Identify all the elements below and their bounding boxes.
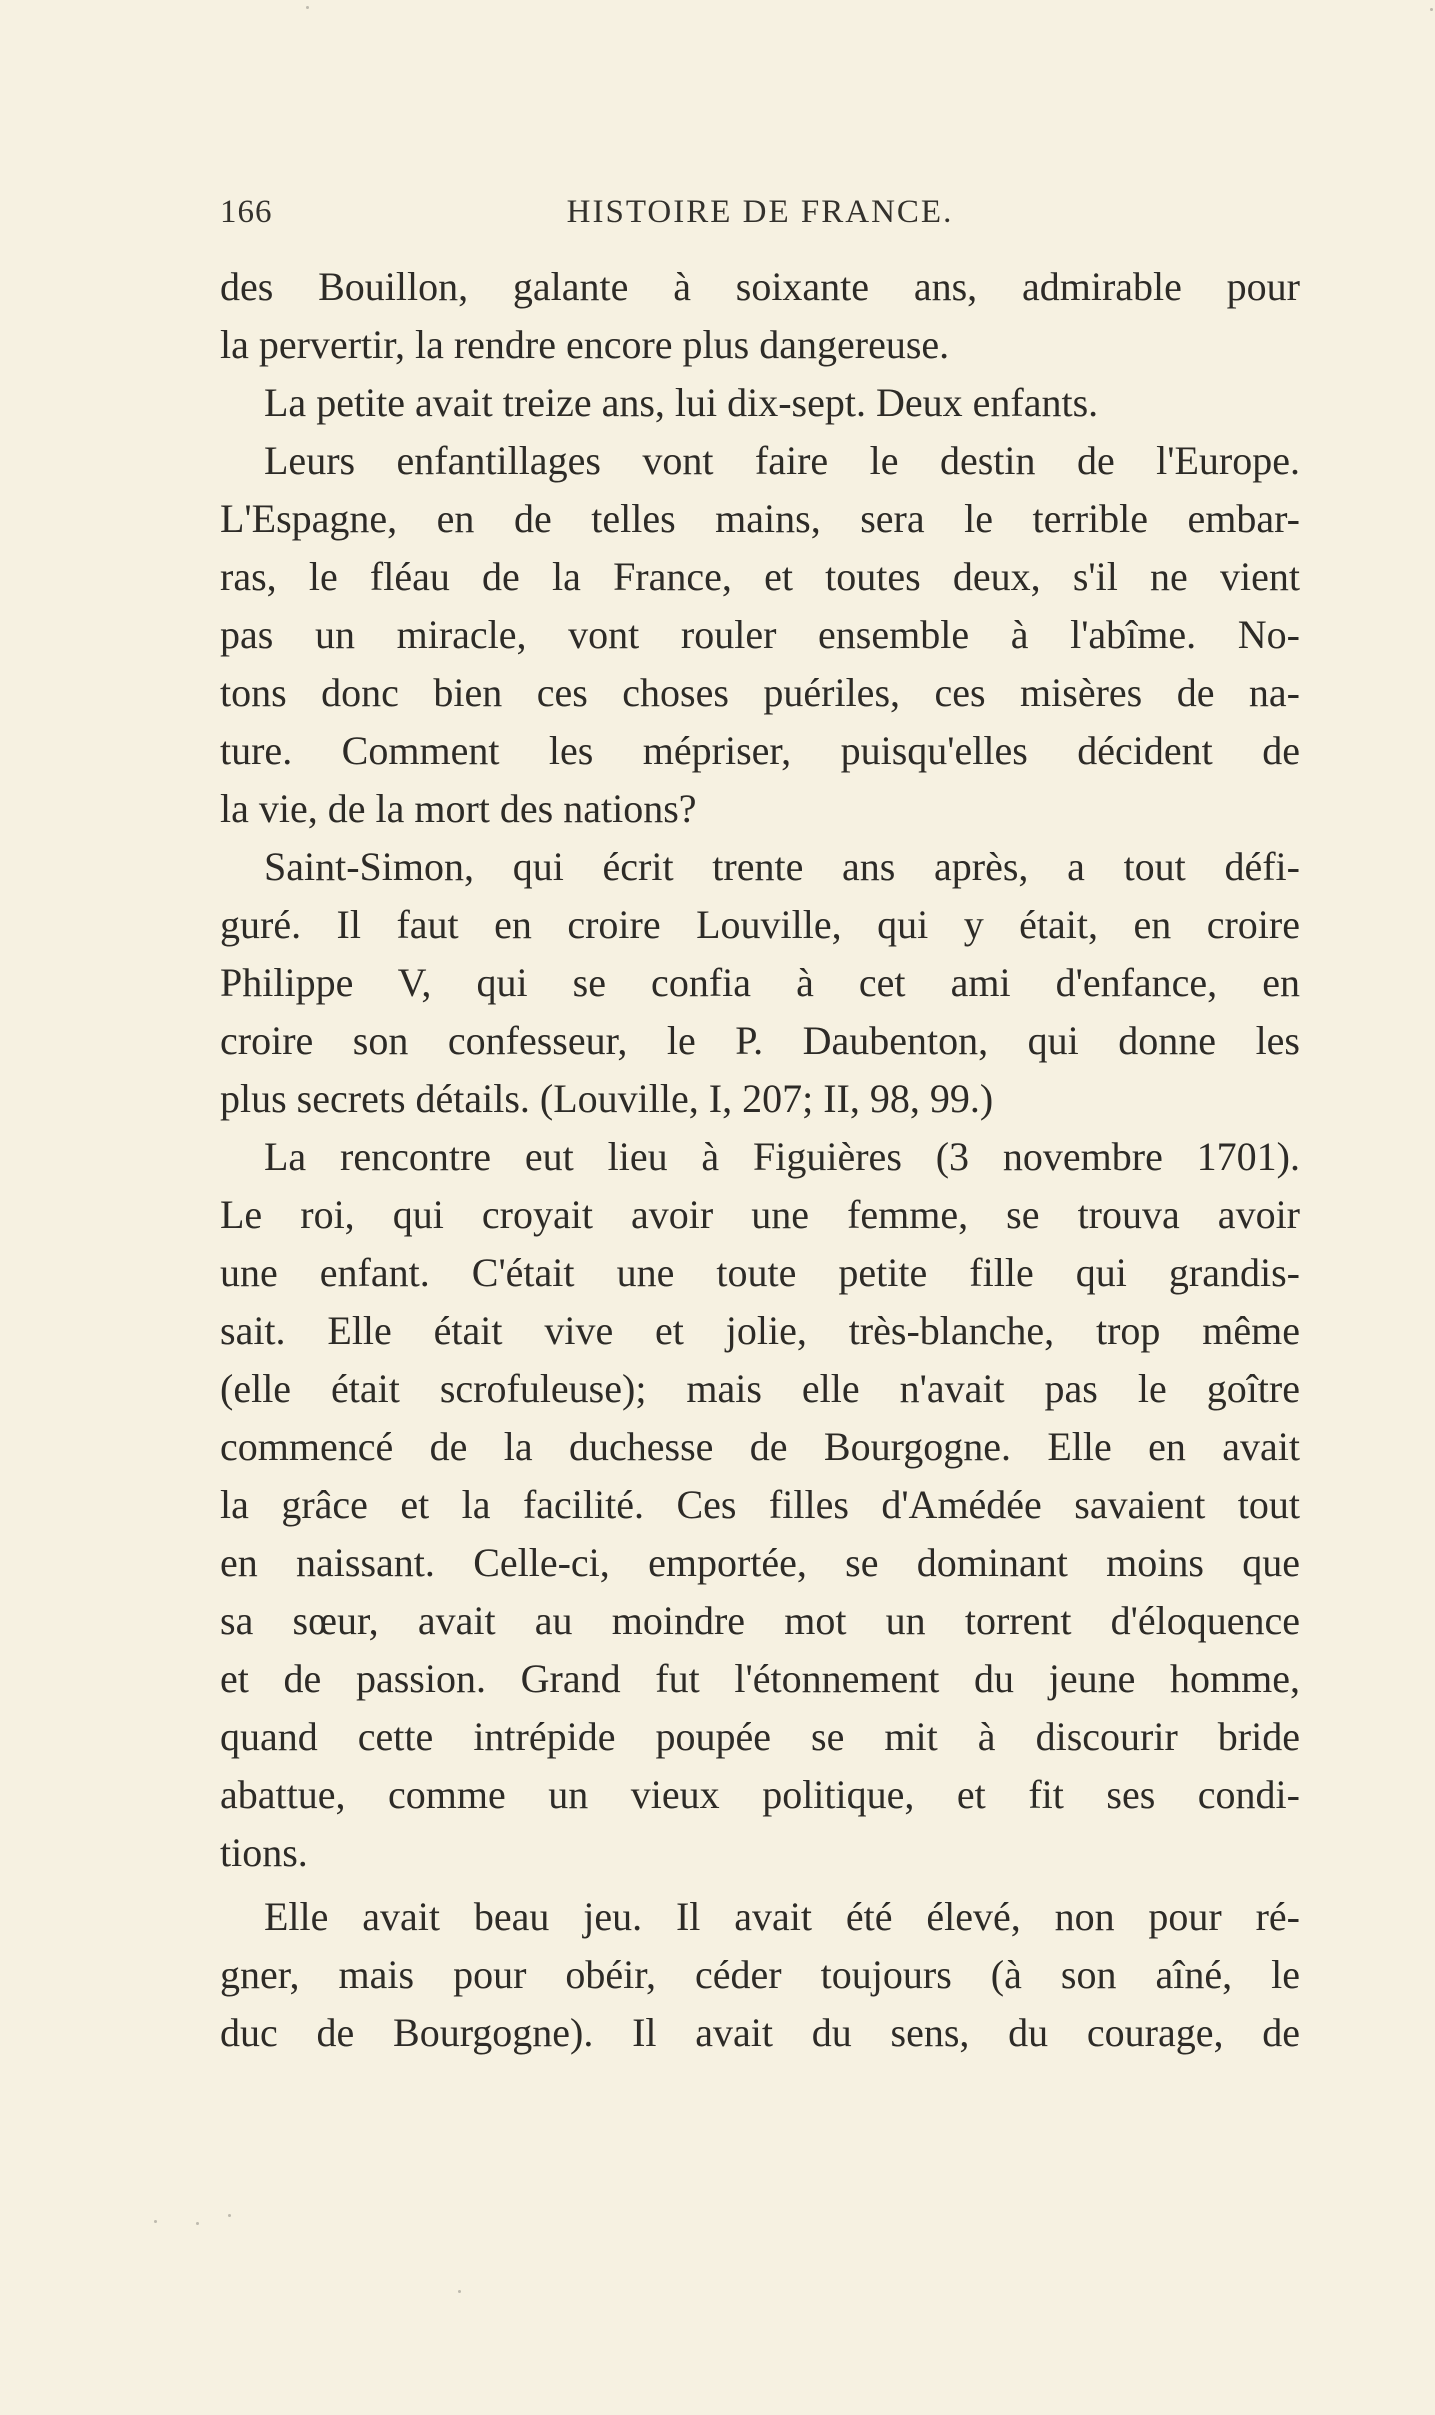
text-line: et de passion. Grand fut l'étonnement du jeune homme, [220, 1656, 1300, 1701]
text-line: abattue, comme un vieux politique, et fit ses condi- [220, 1772, 1300, 1817]
text-line: Elle avait beau jeu. Il avait été élevé, non pour ré- [264, 1894, 1300, 1939]
text-line: quand cette intrépide poupée se mit à discourir bride [220, 1714, 1300, 1759]
paper-speck [228, 2214, 231, 2217]
text-line: Philippe V, qui se confia à cet ami d'enfance, en [220, 960, 1300, 1005]
text-line: la pervertir, la rendre encore plus dangereuse. [220, 322, 950, 367]
text-line: sa sœur, avait au moindre mot un torrent d'éloquence [220, 1598, 1300, 1643]
text-line: Leurs enfantillages vont faire le destin de l'Europe. [264, 438, 1300, 483]
text-line: pas un miracle, vont rouler ensemble à l'abîme. No- [220, 612, 1300, 657]
text-line: une enfant. C'était une toute petite fille qui grandis- [220, 1250, 1300, 1295]
text-line: croire son confesseur, le P. Daubenton, qui donne les [220, 1018, 1300, 1063]
text-line: en naissant. Celle-ci, emportée, se dominant moins que [220, 1540, 1300, 1585]
paper-speck [458, 2290, 461, 2293]
text-line: duc de Bourgogne). Il avait du sens, du courage, de [220, 2010, 1300, 2055]
text-line: La rencontre eut lieu à Figuières (3 novembre 1701). [264, 1134, 1300, 1179]
text-line: la grâce et la facilité. Ces filles d'Amédée savaient tout [220, 1482, 1300, 1527]
text-line: ture. Comment les mépriser, puisqu'elles décident de [220, 728, 1300, 773]
text-line: plus secrets détails. (Louville, I, 207; II, 98, 99.) [220, 1076, 994, 1121]
paper-speck [306, 6, 309, 9]
text-line: des Bouillon, galante à soixante ans, admirable pour [220, 264, 1300, 309]
text-line: tions. [220, 1830, 308, 1875]
text-line: Saint-Simon, qui écrit trente ans après, a tout défi- [264, 844, 1300, 889]
page-header [220, 194, 1300, 244]
text-line: sait. Elle était vive et jolie, très-blanche, trop même [220, 1308, 1300, 1353]
text-line: tons donc bien ces choses puériles, ces misères de na- [220, 670, 1300, 715]
text-line: commencé de la duchesse de Bourgogne. Elle en avait [220, 1424, 1300, 1469]
text-line: guré. Il faut en croire Louville, qui y était, en croire [220, 902, 1300, 947]
text-line: la vie, de la mort des nations? [220, 786, 697, 831]
paper-speck [154, 2220, 157, 2223]
text-line: La petite avait treize ans, lui dix-sept. Deux enfants. [264, 380, 1099, 425]
text-line: L'Espagne, en de telles mains, sera le terrible embar- [220, 496, 1300, 541]
body-text [220, 258, 1300, 2062]
text-line: (elle était scrofuleuse); mais elle n'avait pas le goître [220, 1366, 1300, 1411]
text-line: Le roi, qui croyait avoir une femme, se trouva avoir [220, 1192, 1300, 1237]
paper-speck [1430, 8, 1433, 11]
paper-speck [196, 2222, 199, 2225]
page-number: 166 [220, 194, 273, 230]
text-line: gner, mais pour obéir, céder toujours (à son aîné, le [220, 1952, 1300, 1997]
running-title: HISTOIRE DE FRANCE. [566, 194, 954, 230]
text-line: ras, le fléau de la France, et toutes deux, s'il ne vient [220, 554, 1300, 599]
